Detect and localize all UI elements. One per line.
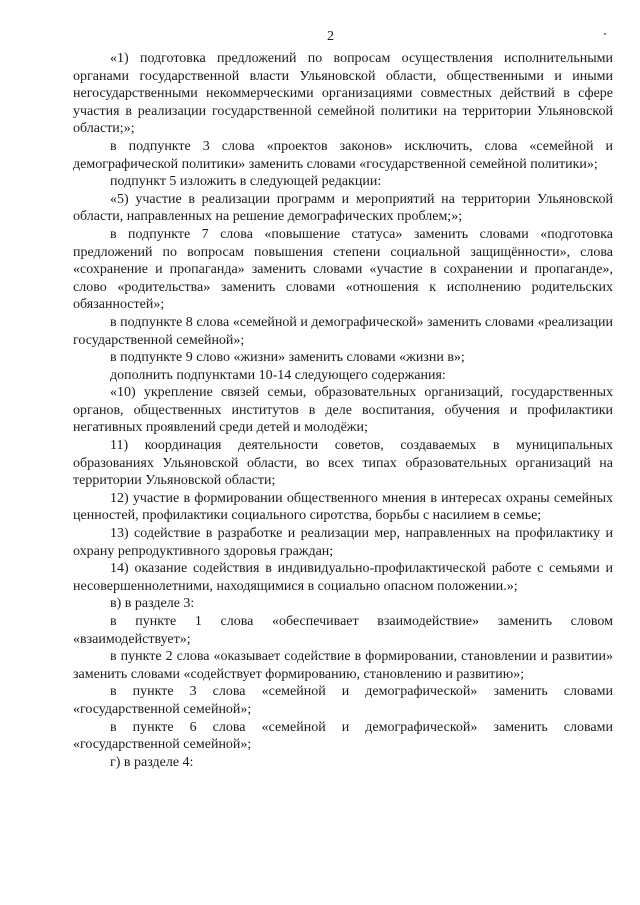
paragraph: «1) подготовка предложений по вопросам осуществления исполнительными органами государственной власти Ульяновской области, общественными и иными негосударственными некоммерческими организациями совместных действий в сфере участия в реализации государственной семейной политики на территории Ульяновской области;»; xyxy=(73,51,613,137)
paragraph: в пункте 1 слова «обеспечивает взаимодействие» заменить словом «взаимодействует»; xyxy=(73,614,613,647)
paragraph: «10) укрепление связей семьи, образовательных организаций, государственных органов, общественных институтов в деле воспитания, обучения и профилактики негативных проявлений среди детей и молодёжи; xyxy=(73,385,613,436)
paragraph: в пункте 3 слова «семейной и демографической» заменить словами «государственной семейной»; xyxy=(73,684,613,717)
paragraph: 12) участие в формировании общественного мнения в интересах охраны семейных ценностей, профилактики социального сиротства, борьбы с насилием в семье; xyxy=(73,490,613,524)
paragraph: дополнить подпунктами 10-14 следующего содержания: xyxy=(110,367,446,383)
paragraph: в) в разделе 3: xyxy=(110,596,195,612)
paragraph: г) в разделе 4: xyxy=(110,754,194,770)
paragraph: 14) оказание содействия в индивидуально-профилактической работе с семьями и несовершеннолетними, находящимися в социально опасном положении.»; xyxy=(73,561,613,594)
paragraph: «5) участие в реализации программ и мероприятий на территории Ульяновской области, направленных на решение демографических проблем;»; xyxy=(73,191,613,225)
paragraph: в подпункте 9 слово «жизни» заменить словами «жизни в»; xyxy=(110,350,465,366)
paragraph: 13) содействие в разработке и реализации мер, направленных на профилактику и охрану репродуктивного здоровья граждан; xyxy=(73,526,613,559)
paragraph: 11) координация деятельности советов, создаваемых в муниципальных образованиях Ульяновской области, во всех типах образовательных организаций на территории Ульяновской области; xyxy=(73,438,613,489)
paragraph: в подпункте 3 слова «проектов законов» исключить, слова «семейной и демографической политики» заменить словами «государственной семейной политики»; xyxy=(73,138,613,172)
scan-speck xyxy=(604,33,606,35)
paragraph: в пункте 2 слова «оказывает содействие в формировании, становлении и развитии» заменить словами «содействует формированию, становлению и развитию»; xyxy=(73,649,613,682)
paragraph: подпункт 5 изложить в следующей редакции: xyxy=(110,174,382,190)
paragraph: в пункте 6 слова «семейной и демографической» заменить словами «государственной семейной»; xyxy=(73,719,613,753)
page-number: 2 xyxy=(327,29,334,44)
paragraph: в подпункте 7 слова «повышение статуса» заменить словами «подготовка предложений по вопросам повышения степени социальной защищённости», слова «сохранение и пропаганда» заменить словами «участие в сохранении и пропаганде», слово «родительства» заменить словами «отношения к исполнению родительских обязанностей»; xyxy=(73,226,613,313)
paragraph: в подпункте 8 слова «семейной и демографической» заменить словами «реализации государственной семейной»; xyxy=(73,314,613,348)
document-body xyxy=(73,50,613,771)
